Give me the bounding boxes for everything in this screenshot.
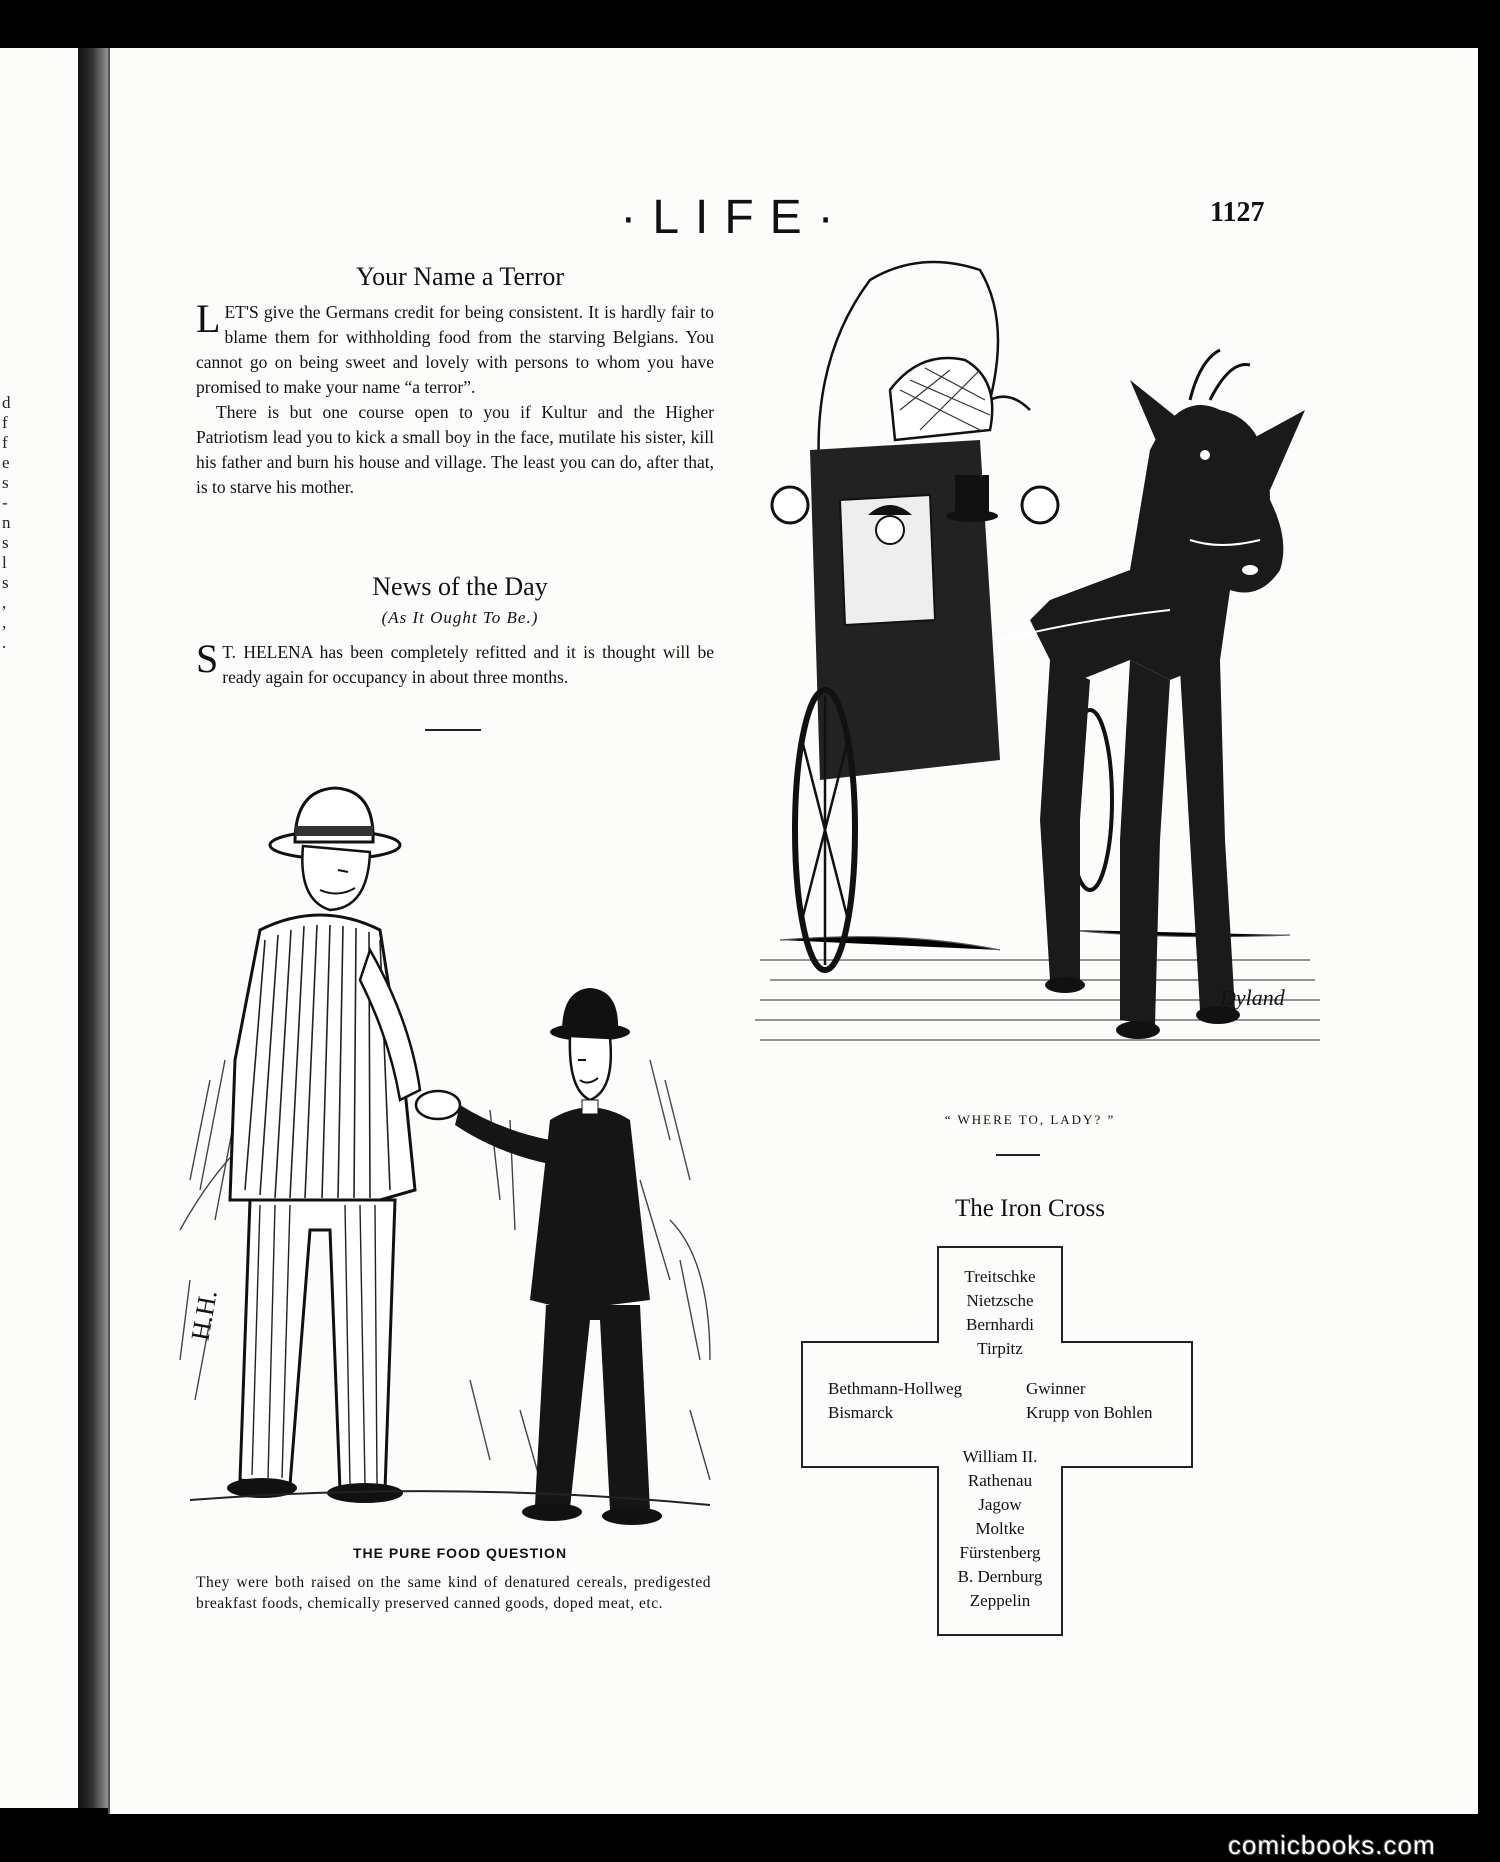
lady-passenger	[876, 516, 904, 544]
cross-name: B. Dernburg	[957, 1567, 1043, 1586]
masthead-title: ·LIFE·	[620, 191, 850, 244]
article-terror-dropcap: L	[196, 296, 221, 341]
iron-cross-divider-rule	[996, 1154, 1040, 1156]
tall-man-figure	[227, 788, 420, 1503]
artist-signature-dyland: Dyland	[1220, 985, 1285, 1010]
cross-name: Fürstenberg	[959, 1543, 1041, 1562]
iron-cross-bottom-names	[938, 1445, 1062, 1613]
cross-name: Tirpitz	[977, 1339, 1023, 1358]
svg-text:H.H.: H.H.	[185, 1287, 223, 1343]
cross-name: Treitschke	[964, 1267, 1036, 1286]
cab-driver	[890, 358, 992, 440]
handshake	[416, 1091, 460, 1119]
site-watermark: comicbooks.com	[1228, 1830, 1436, 1860]
article-terror-title: Your Name a Terror	[355, 262, 565, 291]
pure-food-cartoon-illustration	[170, 760, 730, 1540]
article-news-text: T. HELENA has been completely refitted and it is thought will be ready again for occupancy in about three months.	[222, 642, 714, 687]
pure-food-caption-text: They were both raised on the same kind of denatured cereals, predigested breakfast foods, chemically preserved canned goods, doped meat, etc.	[196, 1574, 711, 1612]
article-news-title: News of the Day	[372, 572, 548, 601]
hansom-cab-cartoon-illustration	[750, 240, 1330, 1100]
iron-cross-top-names	[938, 1265, 1062, 1361]
article-news-dropcap: S	[196, 636, 219, 681]
cross-name: Moltke	[975, 1519, 1025, 1538]
article-terror-paragraph-2: There is but one course open to you if Kultur and the Higher Patriotism lead you to kick a small boy in the face, mutilate his sister, kill his father and burn his house and village. The least you can do, after that, is to starve his mother.	[196, 402, 714, 497]
article-terror-body	[196, 296, 714, 500]
iron-cross-title: The Iron Cross	[955, 1195, 1105, 1222]
iron-cross-right-names	[1026, 1377, 1153, 1425]
page-number: 1127	[1210, 197, 1265, 228]
cross-name: Rathenau	[967, 1471, 1033, 1490]
cross-name: William II.	[962, 1447, 1038, 1466]
article-news-body	[196, 636, 714, 690]
cross-name: Bismarck	[828, 1403, 894, 1422]
pure-food-caption-title: THE PURE FOOD QUESTION	[352, 1545, 568, 1561]
article-terror-lead: ET'S give the Germans credit for being consistent. It is hardly fair to blame them for withholding food from the starving Belgians. You cannot go on being sweet and lovely with persons to whom you have promised to make your name “a terror”.	[196, 302, 714, 397]
cross-name: Krupp von Bohlen	[1026, 1403, 1153, 1422]
cross-name: Bernhardi	[966, 1315, 1034, 1334]
cab-lamp-left	[772, 487, 808, 523]
iron-cross-left-names	[828, 1377, 962, 1425]
cross-name: Gwinner	[1026, 1379, 1086, 1398]
article-news-subtitle: (As It Ought To Be.)	[381, 608, 539, 627]
cab-lamp-right	[1022, 487, 1058, 523]
artist-signature-hh	[185, 1288, 222, 1343]
iron-cross-diagram	[800, 1245, 1200, 1637]
left-page-edge	[0, 48, 78, 1808]
cross-name: Jagow	[978, 1495, 1022, 1514]
cross-name: Nietzsche	[966, 1291, 1034, 1310]
left-page-fragment-text: d f f e s - n s l s , , .	[2, 393, 11, 652]
cross-name: Bethmann-Hollweg	[828, 1379, 963, 1398]
cab-cartoon-caption: “ WHERE TO, LADY? ”	[944, 1112, 1116, 1127]
cross-name: Zeppelin	[969, 1591, 1031, 1610]
section-divider-rule	[425, 729, 481, 731]
